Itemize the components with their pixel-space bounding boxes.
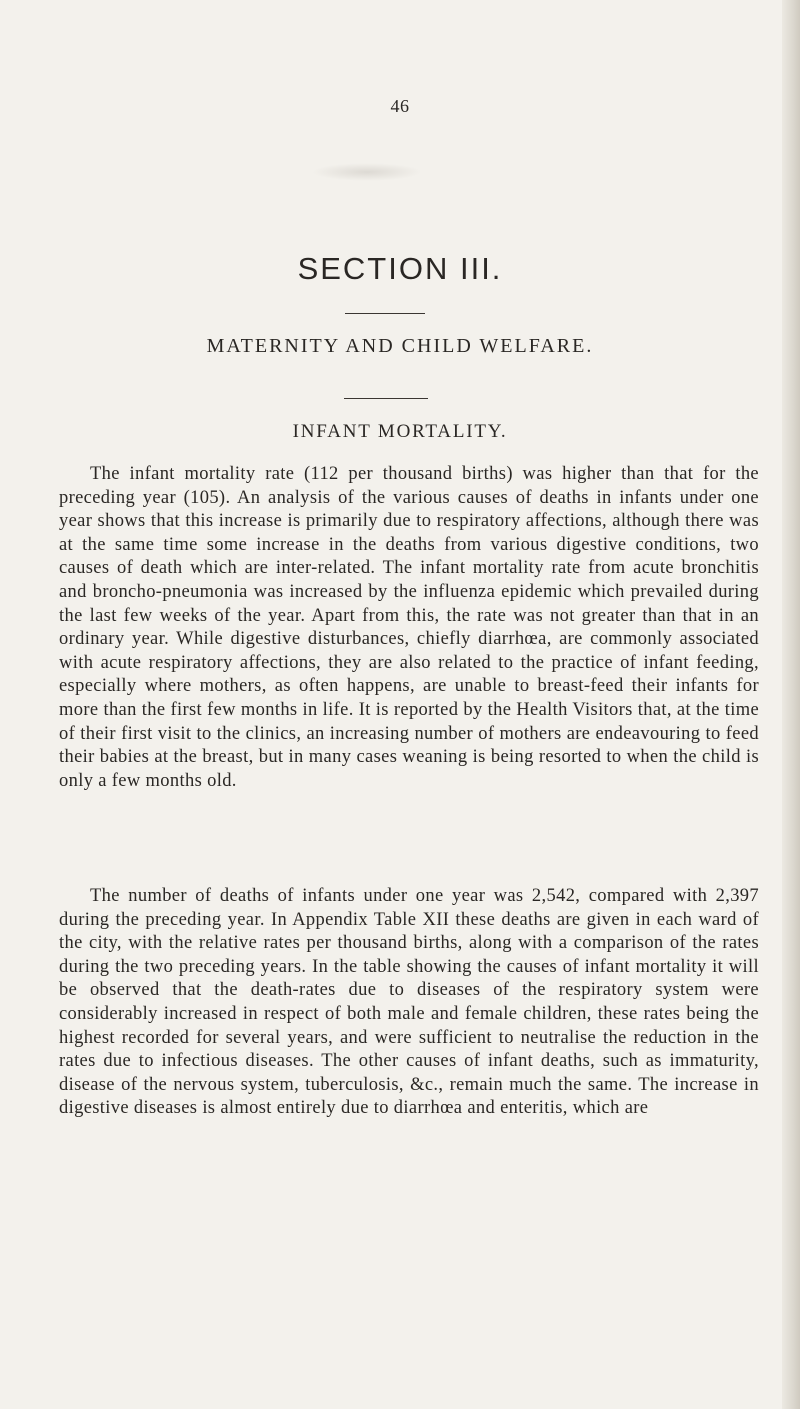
subsection-heading: INFANT MORTALITY.	[292, 421, 508, 442]
paragraph-text: The number of deaths of infants under one year was 2,542, compared with 2,397 during the preceding year. In Appendix Table XII these deaths are given in each ward of the city, with the relative rates per thousand births, along with a comparison of the rates during the two preceding years. In the table showing the causes of infant mortality it will be observed that the death-rates due to diseases of the respiratory system were considerably increased in respect of both male and female children, these rates being the highest recorded for several years, and were sufficient to neutralise the reduction in the rates due to infectious diseases. The other causes of infant deaths, such as immaturity, disease of the nervous system, tuberculosis, &c., remain much the same. The increase in digestive diseases is almost entirely due to diarrhœa and enteritis, which are	[59, 886, 759, 1119]
body-paragraph	[59, 463, 759, 793]
page-number: 46	[390, 96, 410, 116]
page-edge-shadow	[782, 0, 800, 1409]
divider-rule	[345, 313, 425, 314]
divider-rule	[344, 398, 428, 399]
body-paragraph	[59, 885, 759, 1121]
section-title: SECTION III.	[297, 251, 503, 286]
paragraph-text: The infant mortality rate (112 per thousand births) was higher than that for the preceding year (105). An analysis of the various causes of deaths in infants under one year shows that this increase is primarily due to respiratory affections, although there was at the same time some increase in the deaths from various digestive conditions, two causes of death which are inter-related. The infant mortality rate from acute bronchitis and broncho-pneumonia was increased by the influenza epidemic which prevailed during the last few weeks of the year. Apart from this, the rate was not greater than that in an ordinary year. While digestive disturbances, chiefly diarrhœa, are commonly associated with acute respiratory affections, they are also related to the practice of infant feeding, especially where mothers, as often happens, are unable to breast-feed their infants for more than the first few months in life. It is reported by the Health Visitors that, at the time of their first visit to the clinics, an increasing number of mothers are endeavouring to feed their babies at the breast, but in many cases weaning is being resorted to when the child is only a few months old.	[59, 464, 759, 791]
ink-smudge	[312, 163, 422, 181]
section-subtitle: MATERNITY AND CHILD WELFARE.	[206, 335, 594, 357]
